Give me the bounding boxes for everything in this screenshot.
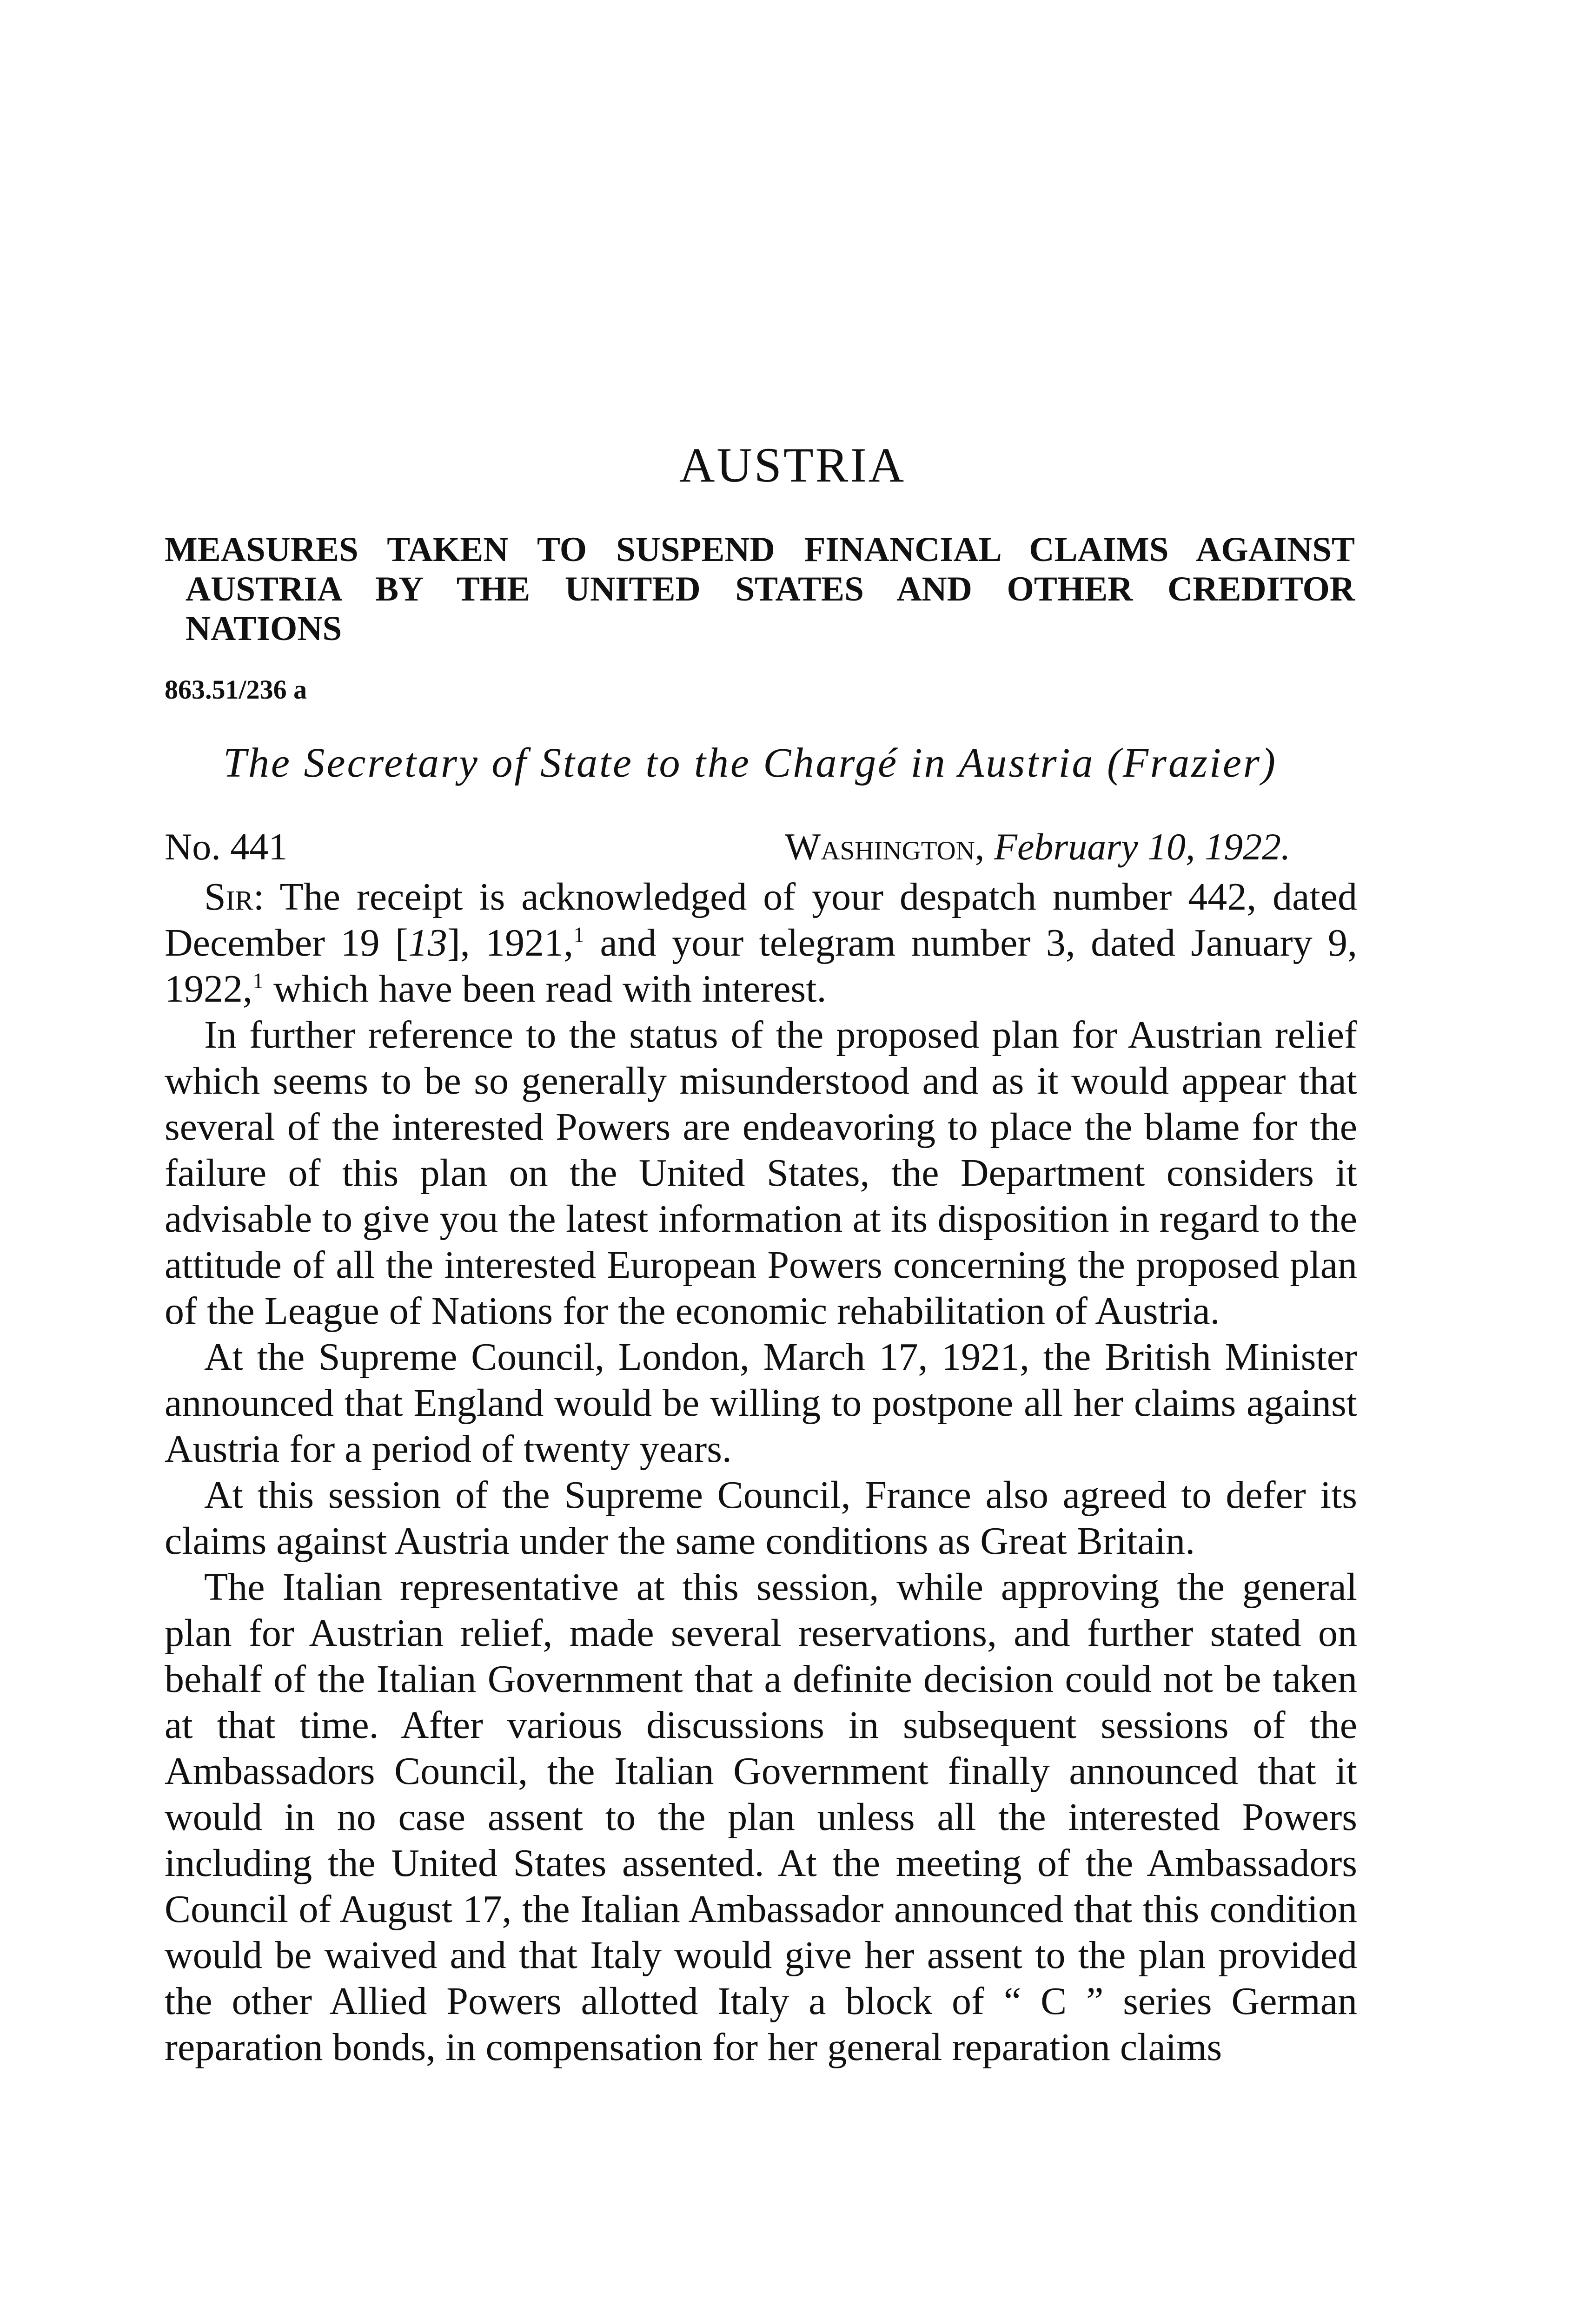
paragraph-1 [165,874,1357,1012]
paragraph-1-text-d: which have been read with interest. [264,967,827,1010]
document-number: No. 441 [165,825,288,868]
letter-body [165,874,1357,2070]
subtitle-line-1: MEASURES TAKEN TO SUSPEND FINANCIAL CLAIMS AGAINST [165,530,1355,569]
subtitle-line-2: AUSTRIA BY THE UNITED STATES AND OTHER CREDITOR [186,570,1355,608]
paragraph-3: At the Supreme Council, London, March 17, 1921, the British Minister announced that England would be willing to postpone all her claims against Austria for a period of twenty years. [165,1335,1357,1471]
subtitle-line-3: NATIONS [186,609,342,648]
paragraph-1-text-a: The receipt is acknowledged of your despatch number 442, dated December 19 [ [165,875,1357,964]
addressee-line: The Secretary of State to the Chargé in Austria (Frazier) [223,740,1277,786]
country-heading: AUSTRIA [679,438,906,492]
paragraph-1-text-c: and your telegram number 3, dated January 9, 1922, [165,921,1357,1010]
dateline [785,825,1291,869]
paragraph-1-text-b: ], 1921, [447,921,574,964]
footnote-ref: 1 [252,969,264,993]
paragraph-5: The Italian representative at this session, while approving the general plan for Austrian relief, made several reservations, and further stated on behalf of the Italian Government that a definite decision could not be taken at that time. After various discussions in subsequent sessions of the Ambassadors Council, the Italian Government finally announced that it would in no case assent to the plan unless all the interested Powers including the United States assented. At the meeting of the Ambassadors Council of August 17, the Italian Ambassador announced that this condition would be waived and that Italy would give her assent to the plan provided the other Allied Powers allotted Italy a block of “ C ” series German reparation bonds, in compensation for her general reparation claims [165,1565,1357,2069]
section-subtitle [165,530,1355,648]
file-number: 863.51/236 a [165,674,307,705]
salutation: Sir: [204,875,265,918]
dateline-date: February 10, 1922. [994,825,1291,868]
dateline-place: Washington, [785,825,985,868]
footnote-ref: 1 [573,923,585,947]
paragraph-4: At this session of the Supreme Council, France also agreed to defer its claims against Austria under the same conditions as Great Britain. [165,1473,1357,1563]
paragraph-2: In further reference to the status of the proposed plan for Austrian relief which seems to be so generally misunderstood and as it would appear that several of the interested Powers are endeavoring to place the blame for the failure of this plan on the United States, the Department considers it advisable to give you the latest information at its disposition in regard to the attitude of all the interested European Powers concerning the proposed plan of the League of Nations for the economic rehabilitation of Austria. [165,1013,1357,1333]
paragraph-1-italic-date: 13 [408,921,447,964]
